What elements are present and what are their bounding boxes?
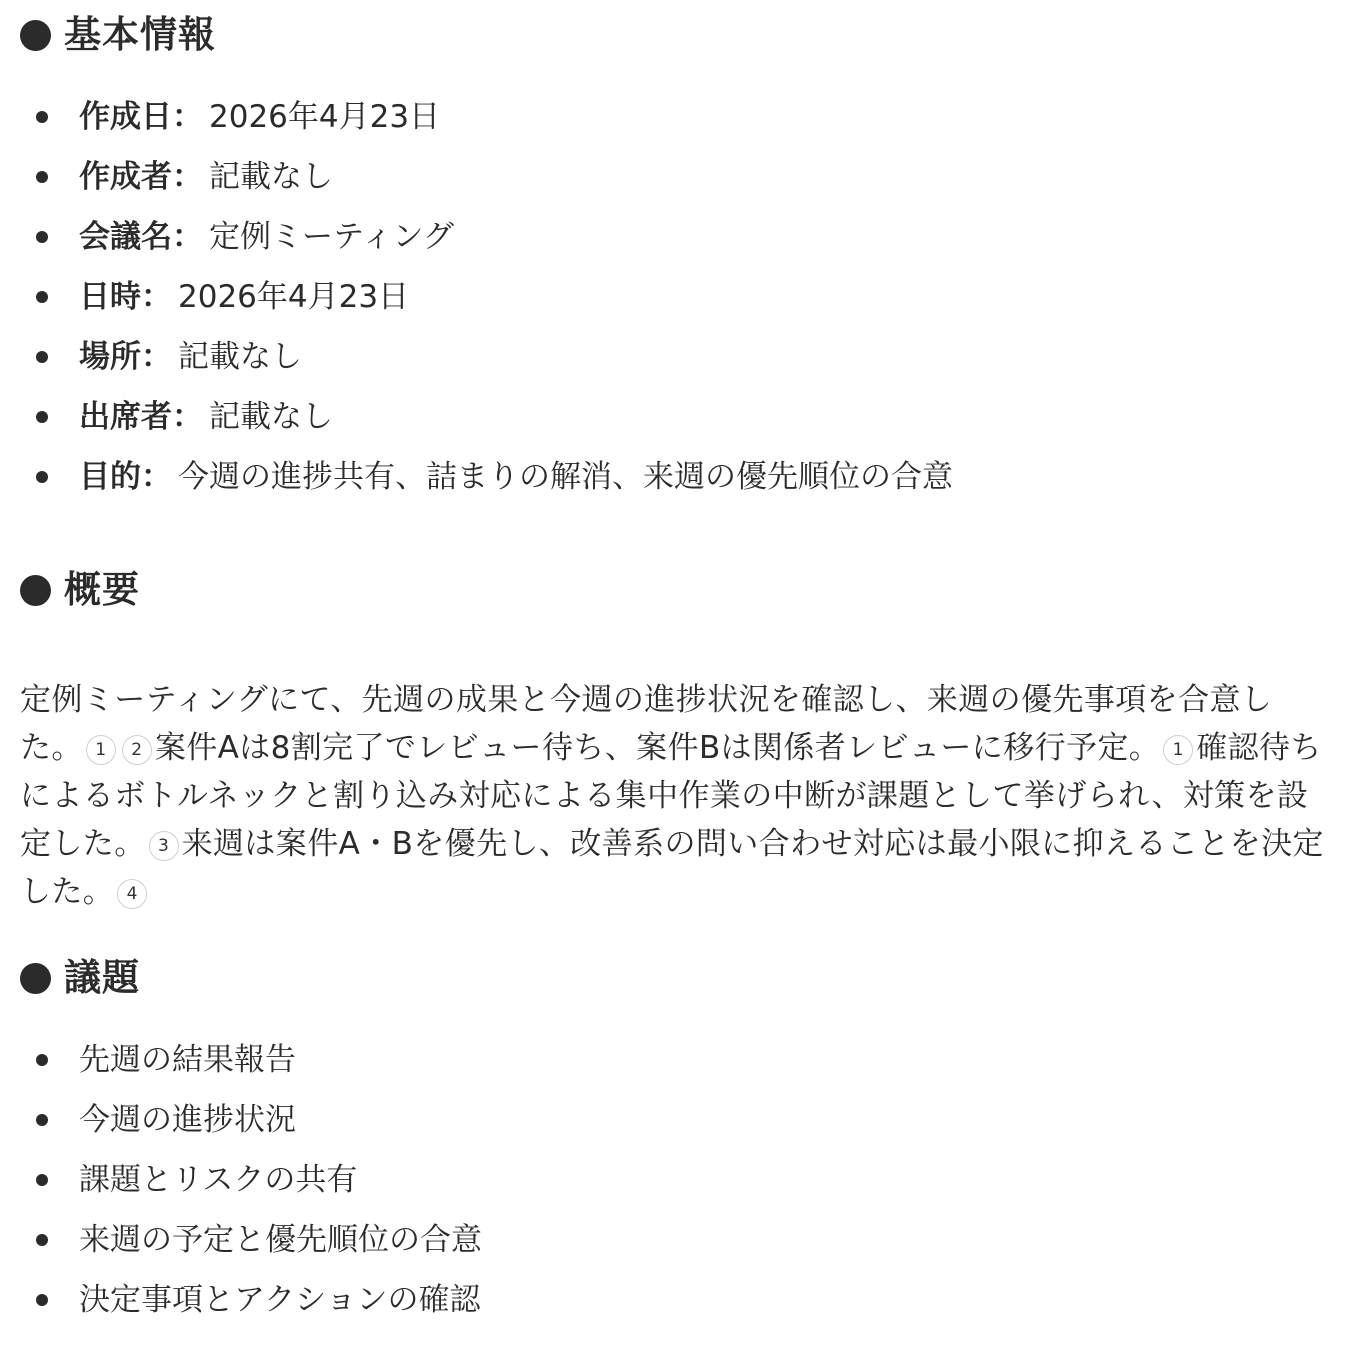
basic-info-heading bbox=[0, 0, 1346, 70]
item-label: 日時： bbox=[79, 279, 172, 315]
basic-info-item-datetime bbox=[0, 267, 1346, 327]
item-label: 作成日： bbox=[79, 99, 203, 135]
citation-badge[interactable]: 1 bbox=[1163, 735, 1193, 765]
summary-sentence: 確認待ちによるボトルネックと割り込み対応による集中作業の中断が課題として挙げられ、対策を設定した。 bbox=[20, 730, 1322, 862]
bullet-icon bbox=[36, 1114, 48, 1126]
bullet-icon bbox=[36, 1054, 48, 1066]
bullet-icon bbox=[36, 231, 48, 243]
citation-badge[interactable]: 1 bbox=[86, 735, 116, 765]
summary-sentence: 定例ミーティングにて、先週の成果と今週の進捗状況を確認し、来週の優先事項を合意した。 bbox=[20, 682, 1273, 766]
heading-bullet-icon bbox=[20, 963, 51, 994]
agenda-item bbox=[0, 1210, 1346, 1270]
bullet-icon bbox=[36, 111, 48, 123]
item-value: 定例ミーティング bbox=[209, 219, 454, 255]
item-value: 記載なし bbox=[178, 339, 302, 375]
item-label: 出席者： bbox=[79, 399, 203, 435]
agenda-item bbox=[0, 1030, 1346, 1090]
basic-info-item-created-date bbox=[0, 87, 1346, 147]
agenda-item-text: 決定事項とアクションの確認 bbox=[79, 1282, 481, 1318]
agenda-item-text: 今週の進捗状況 bbox=[79, 1102, 296, 1138]
basic-info-item-attendees bbox=[0, 387, 1346, 447]
agenda-section bbox=[0, 943, 1346, 1330]
summary-heading bbox=[0, 555, 1346, 625]
item-value: 2026年4月23日 bbox=[209, 99, 441, 135]
basic-info-section bbox=[0, 0, 1346, 507]
summary-sentence: 案件Aは8割完了でレビュー待ち、案件Bは関係者レビューに移行予定。 bbox=[154, 730, 1161, 766]
bullet-icon bbox=[36, 471, 48, 483]
bullet-icon bbox=[36, 1234, 48, 1246]
basic-info-heading-text: 基本情報 bbox=[64, 13, 216, 56]
basic-info-item-meeting-name bbox=[0, 207, 1346, 267]
item-label: 目的： bbox=[79, 459, 172, 495]
agenda-list bbox=[0, 1030, 1346, 1330]
agenda-item bbox=[0, 1090, 1346, 1150]
agenda-heading bbox=[0, 943, 1346, 1013]
item-label: 会議名： bbox=[79, 219, 203, 255]
citation-badge[interactable]: 2 bbox=[122, 735, 152, 765]
bullet-icon bbox=[36, 1174, 48, 1186]
bullet-icon bbox=[36, 351, 48, 363]
summary-heading-text: 概要 bbox=[64, 568, 140, 611]
basic-info-item-location bbox=[0, 327, 1346, 387]
summary-paragraph bbox=[20, 676, 1326, 916]
agenda-heading-text: 議題 bbox=[64, 956, 140, 999]
item-value: 記載なし bbox=[209, 399, 333, 435]
citation-badge[interactable]: 3 bbox=[149, 831, 179, 861]
heading-bullet-icon bbox=[20, 20, 51, 51]
agenda-item bbox=[0, 1150, 1346, 1210]
summary-sentence: 来週は案件A・Bを優先し、改善系の問い合わせ対応は最小限に抑えることを決定した。 bbox=[20, 826, 1324, 910]
agenda-item-text: 先週の結果報告 bbox=[79, 1042, 296, 1078]
basic-info-list bbox=[0, 87, 1346, 507]
item-value: 今週の進捗共有、詰まりの解消、来週の優先順位の合意 bbox=[178, 459, 953, 495]
agenda-item-text: 課題とリスクの共有 bbox=[79, 1162, 358, 1198]
summary-section bbox=[0, 555, 1346, 910]
bullet-icon bbox=[36, 171, 48, 183]
item-value: 記載なし bbox=[209, 159, 333, 195]
bullet-icon bbox=[36, 411, 48, 423]
agenda-item-text: 来週の予定と優先順位の合意 bbox=[79, 1222, 482, 1258]
bullet-icon bbox=[36, 1294, 48, 1306]
item-label: 場所： bbox=[79, 339, 172, 375]
heading-bullet-icon bbox=[20, 575, 51, 606]
agenda-item bbox=[0, 1270, 1346, 1330]
basic-info-item-purpose bbox=[0, 447, 1346, 507]
bullet-icon bbox=[36, 291, 48, 303]
item-label: 作成者： bbox=[79, 159, 203, 195]
item-value: 2026年4月23日 bbox=[178, 279, 410, 315]
citation-badge[interactable]: 4 bbox=[117, 879, 147, 909]
basic-info-item-author bbox=[0, 147, 1346, 207]
